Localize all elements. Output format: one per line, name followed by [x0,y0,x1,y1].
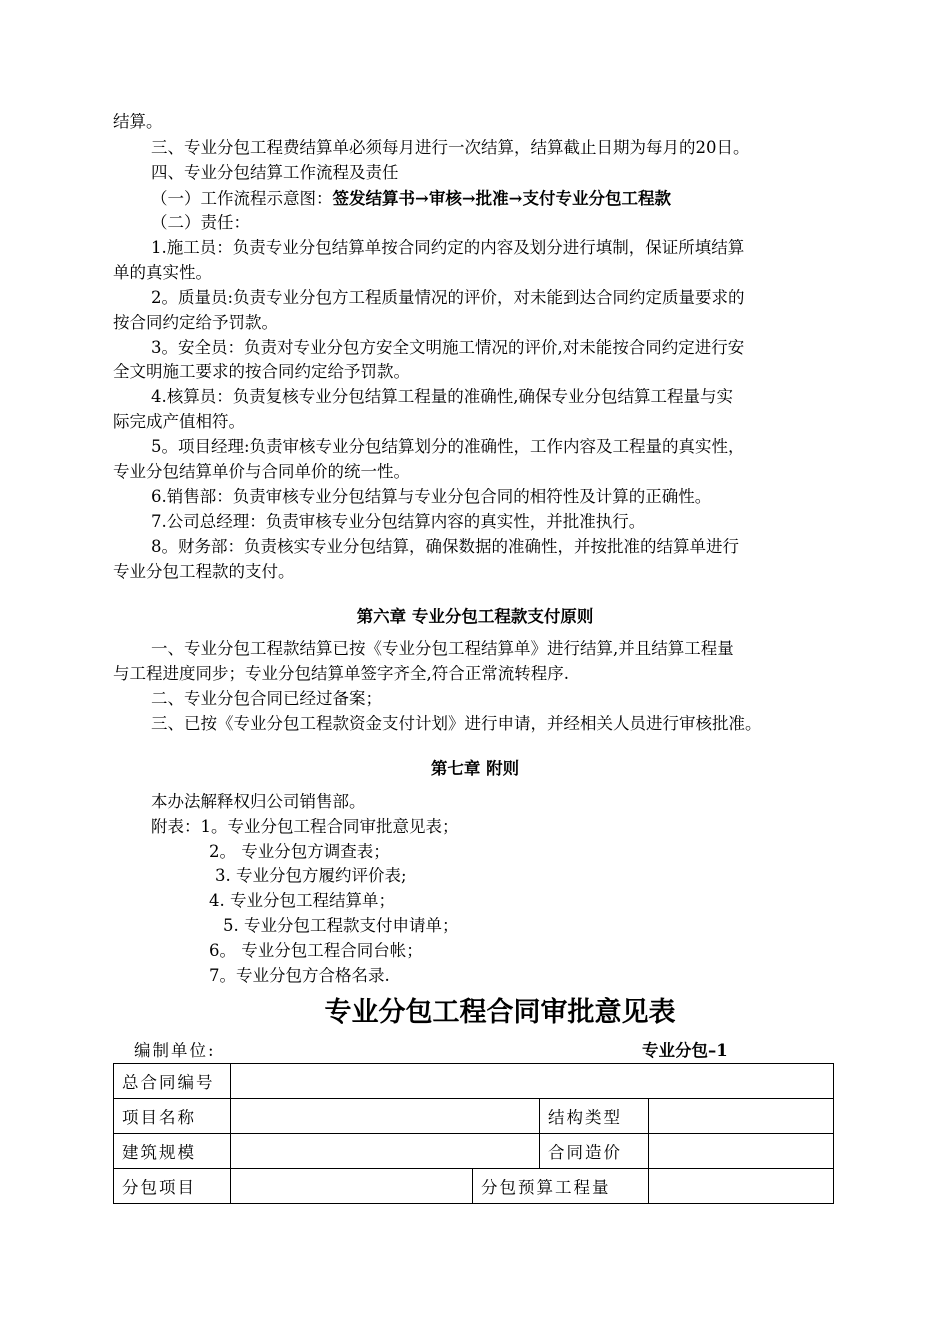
paragraph-line: 与工程进度同步；专业分包结算单签字齐全,符合正常流转程序. [113,664,569,683]
paragraph-line: 际完成产值相符。 [113,412,245,431]
paragraph-line: 三、已按《专业分包工程款资金支付计划》进行申请，并经相关人员进行审核批准。 [151,714,762,733]
form-title: 专业分包工程合同审批意见表 [324,997,676,1028]
building-scale-field[interactable] [231,1134,540,1169]
paragraph-line: 8。财务部：负责核实专业分包结算，确保数据的准确性，并按批准的结算单进行 [151,537,739,556]
contract-price-label: 合同造价 [540,1134,649,1169]
appendix-item: 5. 专业分包工程款支付申请单； [223,916,459,935]
paragraph-line: 三、专业分包工程费结算单必须每月进行一次结算，结算截止日期为每月的20日。 [151,138,750,157]
paragraph-line: 二、专业分包合同已经过备案； [151,689,382,708]
appendix-intro: 附表：1。专业分包工程合同审批意见表； [151,817,459,836]
paragraph-line: 本办法解释权归公司销售部。 [151,792,366,811]
sub-item-field[interactable] [231,1169,473,1204]
workflow-steps: 签发结算书→审核→批准→支付专业分包工程款 [332,189,671,208]
appendix-item: 4. 专业分包工程结算单； [209,891,395,910]
paragraph-line: 4.核算员：负责复核专业分包结算工程量的准确性,确保专业分包结算工程量与实 [151,387,733,406]
workflow-line [151,187,671,211]
building-scale-label: 建筑规模 [114,1134,231,1169]
project-name-field[interactable] [231,1099,540,1134]
paragraph-line: 5。项目经理:负责审核专业分包结算划分的准确性，工作内容及工程量的真实性， [151,437,745,456]
form-code: 专业分包–1 [642,1041,728,1060]
paragraph-line: 四、专业分包结算工作流程及责任 [151,163,399,182]
chapter-6-heading: 第六章 专业分包工程款支付原则 [356,607,594,626]
chapter-7-heading: 第七章 附则 [430,759,520,778]
paragraph-line: 按合同约定给予罚款。 [113,313,278,332]
sub-budget-field[interactable] [649,1169,834,1204]
paragraph-line: 结算。 [113,112,163,131]
paragraph-line: 1.施工员：负责专业分包结算单按合同约定的内容及划分进行填制，保证所填结算 [151,238,745,257]
project-name-label: 项目名称 [114,1099,231,1134]
table-row [114,1099,834,1134]
contract-no-field[interactable] [231,1064,834,1099]
paragraph-line: 专业分包工程款的支付。 [113,562,295,581]
sub-budget-label: 分包预算工程量 [473,1169,649,1204]
appendix-item: 6。 专业分包工程合同台帐； [209,941,423,960]
contract-no-label: 总合同编号 [114,1064,231,1099]
paragraph-line: 全文明施工要求的按合同约定给予罚款。 [113,362,410,381]
paragraph-line: 7.公司总经理：负责审核专业分包结算内容的真实性，并批准执行。 [151,512,646,531]
paragraph-line: 专业分包结算单价与合同单价的统一性。 [113,462,410,481]
approval-form-table [113,1063,834,1204]
table-row [114,1064,834,1099]
paragraph-line: 单的真实性。 [113,263,212,282]
paragraph-line: 3。安全员：负责对专业分包方安全文明施工情况的评价,对未能按合同约定进行安 [151,338,745,357]
structure-type-label: 结构类型 [540,1099,649,1134]
appendix-item: 2。 专业分包方调查表； [209,842,390,861]
compiling-unit-label: 编制单位: [134,1041,216,1060]
appendix-item: 3. 专业分包方履约评价表; [215,866,407,885]
paragraph-line: 6.销售部：负责审核专业分包结算与专业分包合同的相符性及计算的正确性。 [151,487,712,506]
appendix-item: 7。专业分包方合格名录. [209,966,390,985]
paragraph-line: 2。质量员:负责专业分包方工程质量情况的评价，对未能到达合同约定质量要求的 [151,288,745,307]
sub-item-label: 分包项目 [114,1169,231,1204]
table-row [114,1169,834,1204]
contract-price-field[interactable] [649,1134,834,1169]
paragraph-line: 一、专业分包工程款结算已按《专业分包工程结算单》进行结算,并且结算工程量 [151,639,734,658]
paragraph-line: （二）责任： [151,213,250,232]
structure-type-field[interactable] [649,1099,834,1134]
table-row [114,1134,834,1169]
workflow-label: （一）工作流程示意图： [151,189,333,208]
